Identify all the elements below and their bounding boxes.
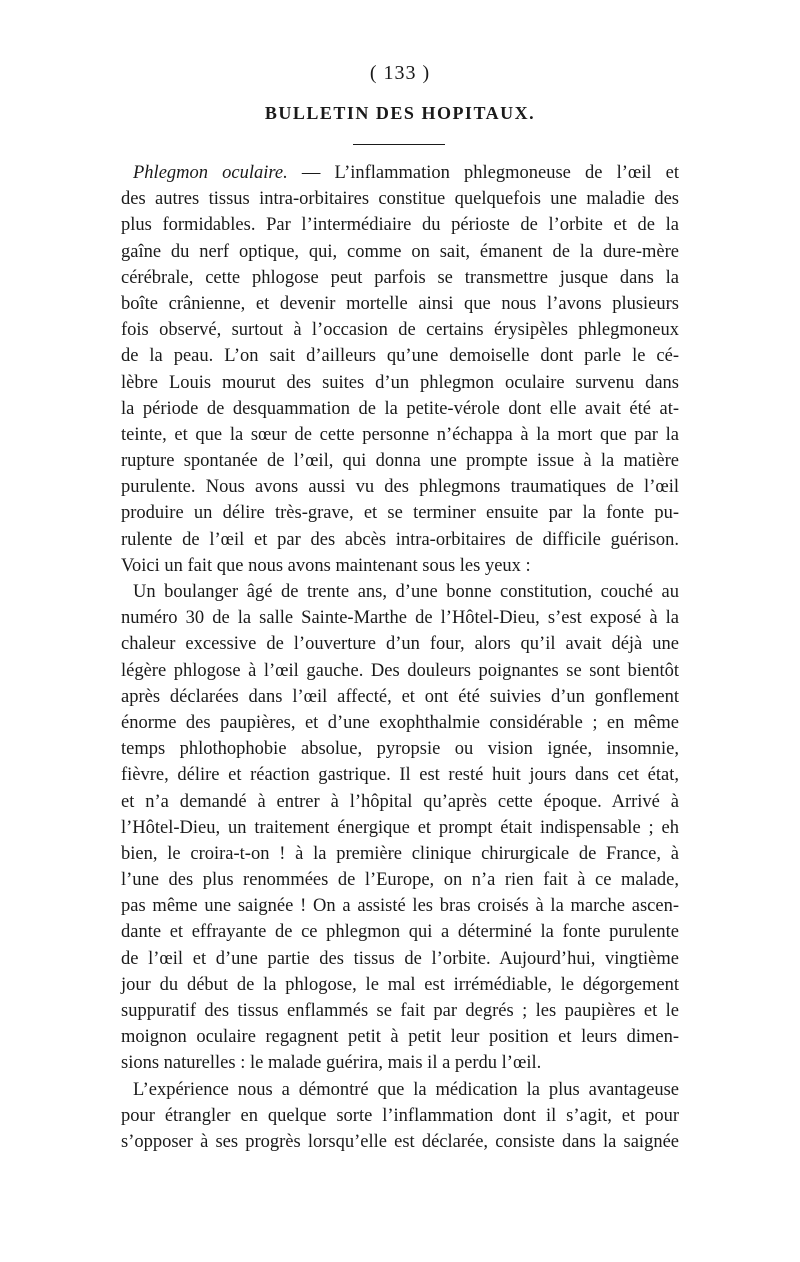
text-line: des autres tissus intra-orbitaires constitue quelquefois une maladie des xyxy=(121,189,679,210)
text-line-content: — L’inflammation phlegmoneuse de l’œil et xyxy=(287,163,679,183)
title-rule xyxy=(353,144,445,145)
text-line: de la peau. L’on sait d’ailleurs qu’une demoiselle dont parle le cé- xyxy=(121,346,679,367)
article-body xyxy=(121,160,679,1155)
text-line: temps phlothophobie absolue, pyropsie ou vision ignée, insomnie, xyxy=(121,739,679,760)
text-line: suppuratif des tissus enflammés se fait par degrés ; les paupières et le xyxy=(121,1001,679,1021)
text-line: L’expérience nous a démontré que la médication la plus avantageuse xyxy=(133,1079,679,1100)
text-line: moignon oculaire regagnent petit à petit leur position et leurs dimen- xyxy=(121,1027,679,1048)
text-line: teinte, et que la sœur de cette personne n’échappa à la mort que par la xyxy=(121,424,679,445)
text-line: pour étrangler en quelque sorte l’inflammation dont il s’agit, et pour xyxy=(121,1105,679,1126)
text-line: produire un délire très-grave, et se terminer ensuite par la fonte pu- xyxy=(121,503,679,524)
text-line: sions naturelles : le malade guérira, mais il a perdu l’œil. xyxy=(121,1053,542,1074)
text-line: purulente. Nous avons aussi vu des phlegmons traumatiques de l’œil xyxy=(121,477,679,498)
text-line xyxy=(121,160,679,186)
text-line: bien, le croira-t-on ! à la première clinique chirurgicale de France, à xyxy=(121,843,679,864)
text-line: pas même une saignée ! On a assisté les bras croisés à la marche ascen- xyxy=(121,896,679,917)
text-line: Un boulanger âgé de trente ans, d’une bonne constitution, couché au xyxy=(133,582,679,602)
text-line: chaleur excessive de l’ouverture d’un four, alors qu’il avait déjà une xyxy=(121,634,679,655)
text-line: cérébrale, cette phlogose peut parfois se transmettre jusque dans la xyxy=(121,267,679,288)
text-line: la période de desquammation de la petite-vérole dont elle avait été at- xyxy=(121,398,679,419)
text-line: l’Hôtel-Dieu, un traitement énergique et prompt était indispensable ; eh xyxy=(121,817,679,838)
running-title: BULLETIN DES HOPITAUX. xyxy=(264,103,536,123)
text-line: de l’œil et d’une partie des tissus de l’orbite. Aujourd’hui, vingtième xyxy=(121,948,679,969)
text-line: rulente de l’œil et par des abcès intra-orbitaires de difficile guérison. xyxy=(121,529,679,550)
text-line: après déclarées dans l’œil affecté, et ont été suivies d’un gonflement xyxy=(121,686,679,707)
text-line: légère phlogose à l’œil gauche. Des douleurs poignantes se sont bientôt xyxy=(121,660,679,681)
text-line: dante et effrayante de ce phlegmon qui a déterminé la fonte purulente xyxy=(121,922,679,943)
text-line: lèbre Louis mourut des suites d’un phlegmon oculaire survenu dans xyxy=(121,372,679,393)
page-number: ( 133 ) xyxy=(369,62,431,84)
text-line: fièvre, délire et réaction gastrique. Il est resté huit jours dans cet état, xyxy=(121,765,679,786)
text-line: jour du début de la phlogose, le mal est irrémédiable, le dégorgement xyxy=(121,974,679,995)
text-line: rupture spontanée de l’œil, qui donna une prompte issue à la matière xyxy=(121,451,679,472)
text-line: boîte crânienne, et devenir mortelle ainsi que nous l’avons plusieurs xyxy=(121,293,679,314)
text-line: l’une des plus renommées de l’Europe, on n’a rien fait à ce malade, xyxy=(121,870,679,891)
text-line: gaîne du nerf optique, qui, comme on sait, émanent de la dure-mère xyxy=(121,241,679,262)
run-in-title: Phlegmon oculaire. xyxy=(133,163,288,183)
text-line: Voici un fait que nous avons maintenant sous les yeux : xyxy=(121,555,531,576)
text-line: plus formidables. Par l’intermédiaire du périoste de l’orbite et de la xyxy=(121,215,679,236)
text-line: numéro 30 de la salle Sainte-Marthe de l’Hôtel-Dieu, s’est exposé à la xyxy=(121,608,679,629)
text-line: et n’a demandé à entrer à l’hôpital qu’après cette époque. Arrivé à xyxy=(121,791,679,812)
text-line: s’opposer à ses progrès lorsqu’elle est déclarée, consiste dans la saignée xyxy=(121,1131,679,1152)
text-line: énorme des paupières, et d’une exophthalmie considérable ; en même xyxy=(121,712,679,733)
text-line: fois observé, surtout à l’occasion de certains érysipèles phlegmoneux xyxy=(121,320,679,341)
